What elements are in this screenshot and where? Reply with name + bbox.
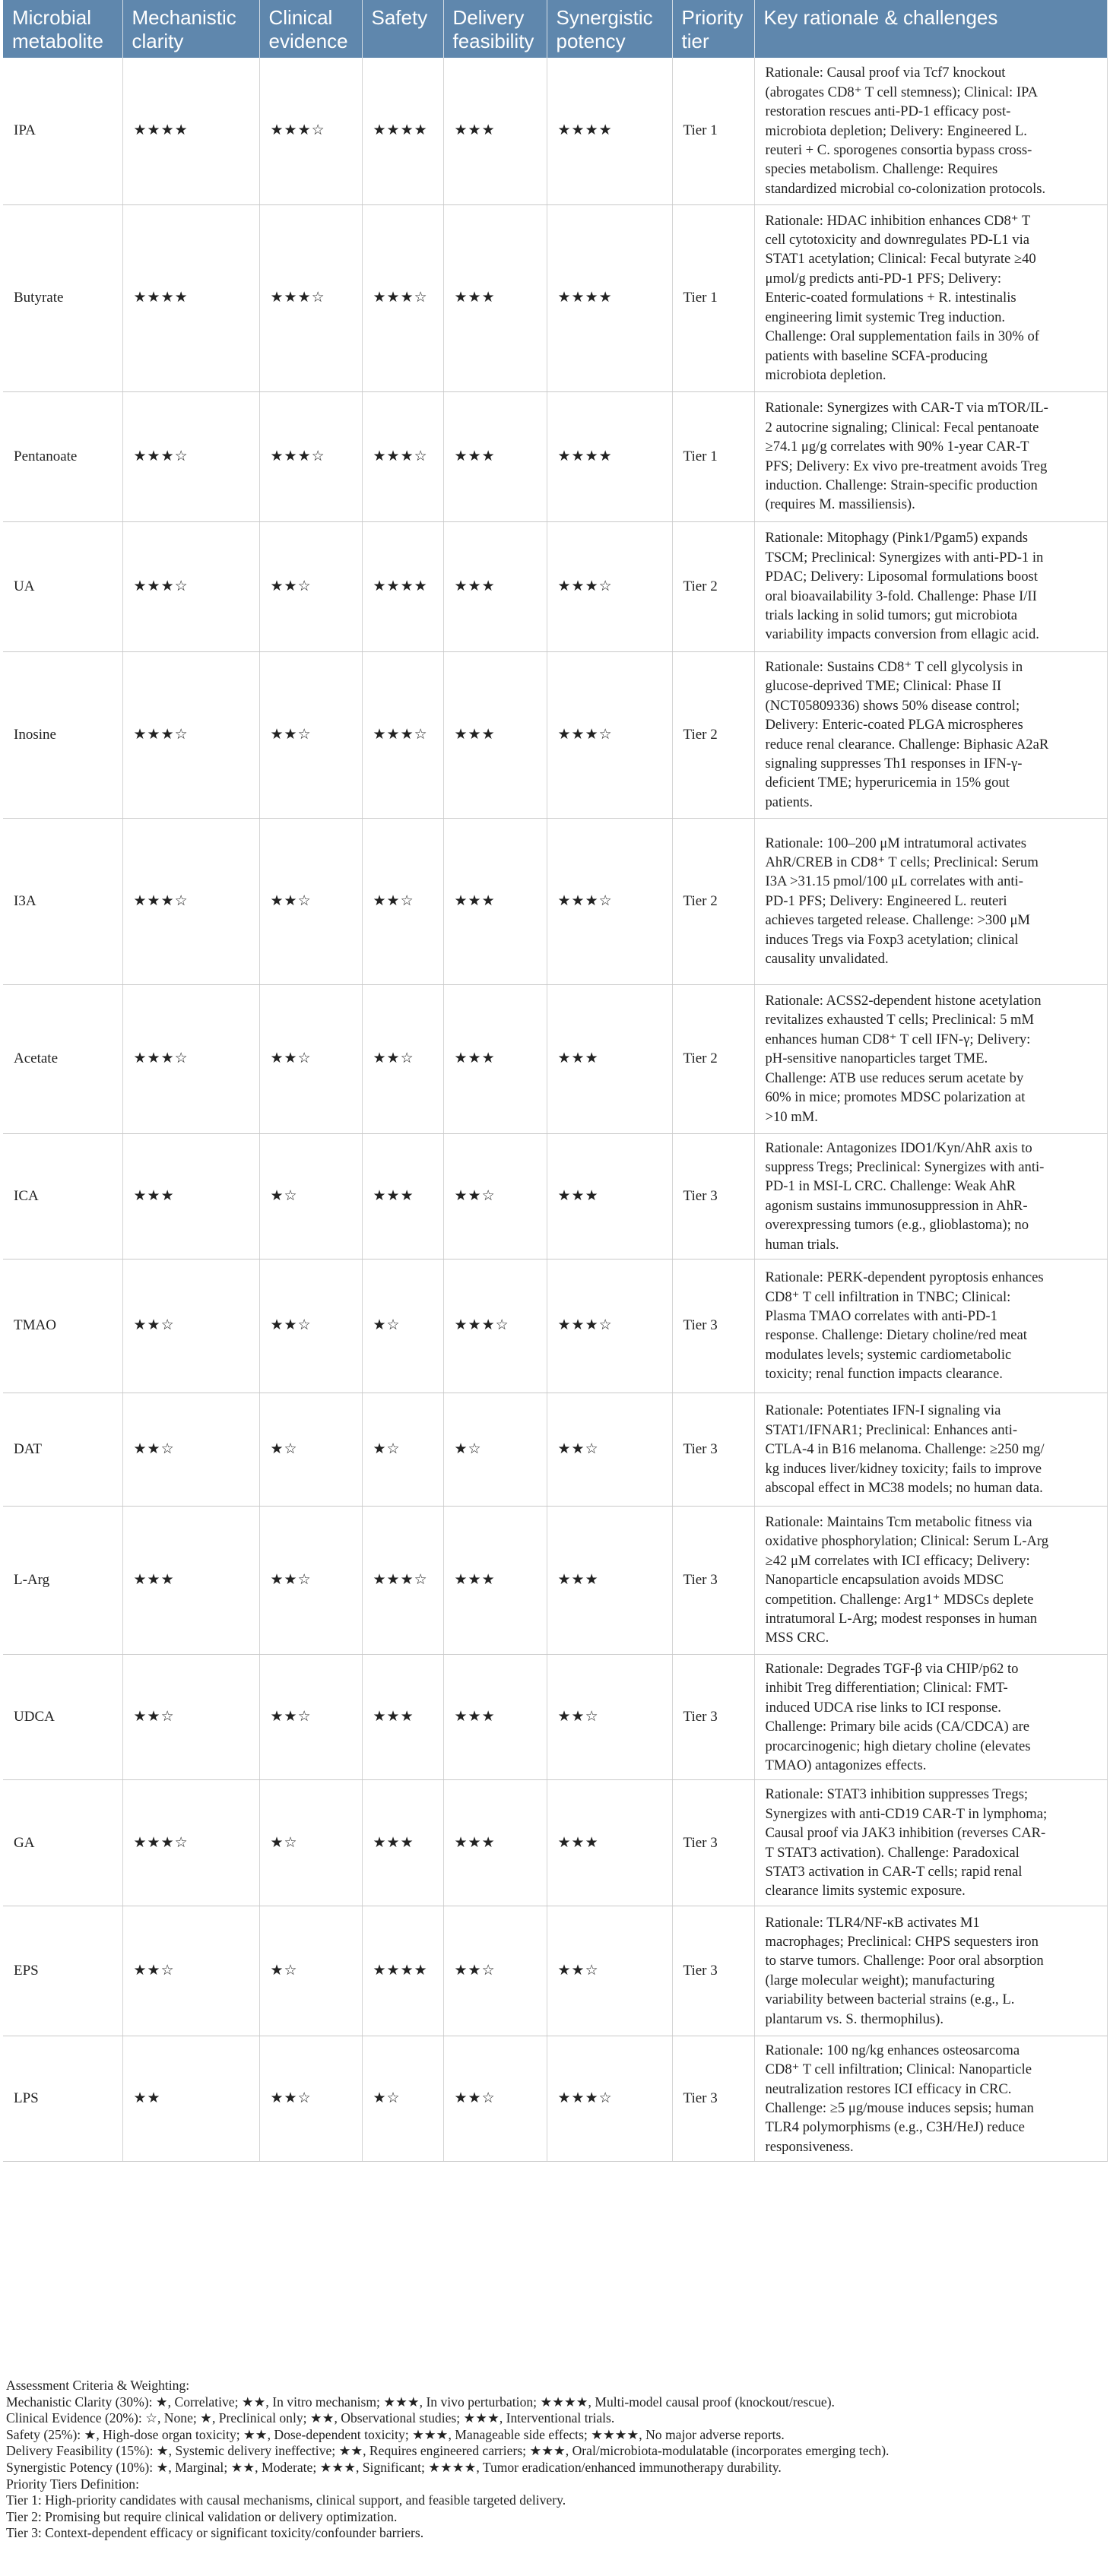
safety-stars: ★☆	[362, 2036, 443, 2161]
header-microbial-metabolite: Microbial metabolite	[3, 0, 122, 58]
rationale-line: human trials.	[765, 1236, 839, 1253]
synergistic-potency-stars: ★★★	[547, 984, 672, 1133]
rationale-line: Rationale: Potentiates IFN-I signaling via	[765, 1402, 1001, 1419]
clinical-evidence-stars: ★★☆	[259, 984, 362, 1133]
rationale-line: CD8⁺ T cell infiltration in TNBC; Clinical:	[765, 1288, 1011, 1305]
rationale-line: variability impacts conversion from ellagic acid.	[765, 626, 1039, 643]
metabolite-table	[3, 0, 1108, 2162]
rationale-line: glucose-deprived TME; Clinical: Phase II	[765, 678, 1002, 695]
footnote-line: Priority Tiers Definition:	[6, 2476, 139, 2492]
priority-tier-cell: Tier 3	[672, 1654, 754, 1779]
rationale-cell	[754, 1393, 1107, 1506]
rationale-line: CTLA-4 in B16 melanoma. Challenge: ≥250 mg/	[765, 1441, 1045, 1458]
rationale-line: induced UDCA rise links to ICI response.	[765, 1699, 1001, 1716]
delivery-feasibility-stars: ★★★	[443, 984, 547, 1133]
rationale-line: oxidative phosphorylation; Clinical: Serum L-Arg	[765, 1533, 1049, 1550]
rationale-line: STAT1/IFNAR1; Preclinical: Enhances anti-	[765, 1421, 1018, 1438]
rationale-line: Synergizes with anti-CD19 CAR-T in lymphoma;	[765, 1805, 1048, 1822]
metabolite-cell: I3A	[3, 818, 122, 984]
rationale-line: Causal proof via JAK3 inhibition (reverses CAR-	[765, 1825, 1046, 1842]
safety-stars: ★★★☆	[362, 391, 443, 521]
rationale-line: T STAT3 activation). Challenge: Paradoxical	[765, 1844, 1020, 1861]
rationale-line: Delivery: Enteric-coated PLGA microspheres	[765, 717, 1023, 734]
rationale-line: intratumoral L-Arg; modest responses in human	[765, 1611, 1038, 1627]
safety-stars: ★★★☆	[362, 204, 443, 391]
rationale-line: procarcinogenic; high dietary choline (elevates	[765, 1738, 1031, 1754]
rationale-line: Rationale: STAT3 inhibition suppresses Tregs;	[765, 1786, 1029, 1803]
rationale-line: CD8⁺ T cell infiltration; Clinical: Nanoparticle	[765, 2061, 1032, 2078]
mechanistic-clarity-stars: ★★★☆	[122, 818, 259, 984]
table-row	[3, 651, 1107, 818]
synergistic-potency-stars: ★★★	[547, 1780, 672, 1906]
rationale-line: signaling suppresses Th1 responses in IFN-γ-	[765, 755, 1023, 772]
safety-stars: ★★★★	[362, 521, 443, 651]
rationale-line: restoration rescues anti-PD-1 efficacy post-	[765, 103, 1011, 120]
metabolite-cell: Butyrate	[3, 204, 122, 391]
footnotes	[6, 2378, 1101, 2542]
safety-stars: ★★★	[362, 1780, 443, 1906]
table-row	[3, 1133, 1107, 1259]
rationale-line: toxicity; renal function impacts clearance.	[765, 1366, 1003, 1383]
table-row	[3, 1259, 1107, 1393]
rationale-line: PFS; Delivery: Ex vivo pre-treatment avoids Treg	[765, 458, 1048, 474]
synergistic-potency-stars: ★★★☆	[547, 2036, 672, 2161]
table-header-row	[3, 0, 1107, 58]
clinical-evidence-stars: ★★★☆	[259, 58, 362, 204]
table-row	[3, 818, 1107, 984]
synergistic-potency-stars: ★★★★	[547, 391, 672, 521]
metabolite-cell: LPS	[3, 2036, 122, 2161]
metabolite-cell: GA	[3, 1780, 122, 1906]
priority-tier-cell: Tier 2	[672, 651, 754, 818]
delivery-feasibility-stars: ★★★	[443, 1780, 547, 1906]
rationale-line: TMAO) antagonizes effects.	[765, 1757, 927, 1773]
safety-stars: ★★★★	[362, 1906, 443, 2036]
rationale-line: abscopal effect in MC38 models; no human data.	[765, 1480, 1043, 1497]
rationale-cell	[754, 1654, 1107, 1779]
delivery-feasibility-stars: ★★☆	[443, 2036, 547, 2161]
rationale-line: inhibit Treg differentiation; Clinical: FMT-	[765, 1680, 1008, 1697]
synergistic-potency-stars: ★★★	[547, 1506, 672, 1654]
metabolite-cell: Inosine	[3, 651, 122, 818]
synergistic-potency-stars: ★★★☆	[547, 651, 672, 818]
rationale-line: Rationale: PERK-dependent pyroptosis enhances	[765, 1269, 1044, 1286]
metabolite-cell: L-Arg	[3, 1506, 122, 1654]
rationale-line: modulates levels; systemic cardiometabolic	[765, 1346, 1012, 1363]
mechanistic-clarity-stars: ★★☆	[122, 1259, 259, 1393]
synergistic-potency-stars: ★★★☆	[547, 818, 672, 984]
table-row	[3, 391, 1107, 521]
rationale-line: (requires M. massiliensis).	[765, 496, 915, 513]
rationale-line: Rationale: Synergizes with CAR-T via mTOR/IL-	[765, 400, 1048, 417]
priority-tier-cell: Tier 3	[672, 1906, 754, 2036]
header-safety: Safety	[362, 0, 443, 58]
synergistic-potency-stars: ★★☆	[547, 1906, 672, 2036]
rationale-line: 60% in mice; promotes MDSC polarization at	[765, 1089, 1026, 1106]
synergistic-potency-stars: ★★★	[547, 1133, 672, 1259]
safety-stars: ★★★☆	[362, 1506, 443, 1654]
delivery-feasibility-stars: ★★★	[443, 651, 547, 818]
rationale-line: overexpressing tumors (e.g., glioblastoma); no	[765, 1217, 1029, 1234]
rationale-cell	[754, 58, 1107, 204]
mechanistic-clarity-stars: ★★★☆	[122, 1780, 259, 1906]
safety-stars: ★★★☆	[362, 651, 443, 818]
clinical-evidence-stars: ★★☆	[259, 2036, 362, 2161]
rationale-line: to starve tumors. Challenge: Poor oral absorption	[765, 1953, 1044, 1969]
rationale-line: Challenge: ATB use reduces serum acetate by	[765, 1069, 1024, 1086]
rationale-line: Challenge: Primary bile acids (CA/CDCA) are	[765, 1719, 1030, 1735]
rationale-line: plantarum vs. S. thermophilus).	[765, 2010, 944, 2027]
header-mechanistic-clarity: Mechanistic clarity	[122, 0, 259, 58]
rationale-line: response. Challenge: Dietary choline/red meat	[765, 1327, 1027, 1344]
rationale-line: pH-sensitive nanoparticles target TME.	[765, 1050, 988, 1067]
clinical-evidence-stars: ★★☆	[259, 818, 362, 984]
rationale-line: enhances human CD8⁺ T cell IFN-γ; Delivery:	[765, 1031, 1031, 1047]
rationale-line: TSCM; Preclinical: Synergizes with anti-PD-1 in	[765, 549, 1044, 566]
rationale-line: PDAC; Delivery: Liposomal formulations boost	[765, 569, 1038, 585]
table-row	[3, 2036, 1107, 2161]
footnote-line: Assessment Criteria & Weighting:	[6, 2378, 190, 2393]
rationale-line: competition. Challenge: Arg1⁺ MDSCs deplete	[765, 1591, 1034, 1608]
safety-stars: ★★★★	[362, 58, 443, 204]
clinical-evidence-stars: ★★☆	[259, 1259, 362, 1393]
table-row	[3, 1654, 1107, 1779]
delivery-feasibility-stars: ★★★	[443, 1654, 547, 1779]
mechanistic-clarity-stars: ★★★☆	[122, 391, 259, 521]
rationale-cell	[754, 651, 1107, 818]
header-delivery-feasibility: Delivery feasibility	[443, 0, 547, 58]
rationale-line: patients.	[765, 794, 813, 810]
rationale-line: AhR/CREB in CD8⁺ T cells; Preclinical: Serum	[765, 854, 1039, 870]
rationale-line: STAT3 activation in CAR-T cells; rapid renal	[765, 1864, 1023, 1880]
delivery-feasibility-stars: ★★★	[443, 818, 547, 984]
rationale-line: PD-1 PFS; Delivery: Engineered L. reuteri	[765, 892, 1007, 909]
rationale-cell	[754, 1259, 1107, 1393]
rationale-line: induces Tregs via Foxp3 acetylation; clinical	[765, 931, 1019, 948]
rationale-line: Rationale: Sustains CD8⁺ T cell glycolysis in	[765, 658, 1023, 675]
clinical-evidence-stars: ★☆	[259, 1393, 362, 1506]
table-row	[3, 1906, 1107, 2036]
priority-tier-cell: Tier 3	[672, 1393, 754, 1506]
mechanistic-clarity-stars: ★★	[122, 2036, 259, 2161]
rationale-line: achieves targeted release. Challenge: >300 μM	[765, 912, 1030, 929]
rationale-line: engineering limit systemic Treg induction.	[765, 309, 1006, 325]
mechanistic-clarity-stars: ★★☆	[122, 1906, 259, 2036]
safety-stars: ★★★	[362, 1133, 443, 1259]
footnote-line: Tier 2: Promising but require clinical validation or delivery optimization.	[6, 2508, 398, 2524]
rationale-line: causality unvalidated.	[765, 951, 889, 968]
rationale-line: Rationale: ACSS2-dependent histone acetylation	[765, 993, 1042, 1009]
mechanistic-clarity-stars: ★★★★	[122, 58, 259, 204]
priority-tier-cell: Tier 3	[672, 1506, 754, 1654]
rationale-line: Rationale: Antagonizes IDO1/Kyn/AhR axis to	[765, 1139, 1032, 1156]
rationale-line: Plasma TMAO correlates with anti-PD-1	[765, 1308, 997, 1325]
rationale-line: 2 autocrine signaling; Clinical: Fecal pentanoate	[765, 419, 1039, 436]
rationale-line: species metabolism. Challenge: Requires	[765, 161, 998, 178]
footnote-line: Tier 1: High-priority candidates with causal mechanisms, clinical support, and feasible targeted delivery.	[6, 2492, 566, 2508]
header-priority-tier: Priority tier	[672, 0, 754, 58]
rationale-line: Rationale: HDAC inhibition enhances CD8⁺ T	[765, 212, 1031, 229]
rationale-line: ≥74.1 μg/g correlates with 90% 1-year CAR-T	[765, 439, 1029, 455]
rationale-line: revitalizes exhausted T cells; Preclinical: 5 mM	[765, 1012, 1035, 1028]
rationale-line: STAT1 acetylation; Clinical: Fecal butyrate ≥40	[765, 251, 1036, 268]
clinical-evidence-stars: ★★★☆	[259, 204, 362, 391]
mechanistic-clarity-stars: ★★★	[122, 1506, 259, 1654]
synergistic-potency-stars: ★★☆	[547, 1654, 672, 1779]
mechanistic-clarity-stars: ★★★★	[122, 204, 259, 391]
rationale-line: Rationale: TLR4/NF-κB activates M1	[765, 1914, 980, 1931]
rationale-line: Nanoparticle encapsulation avoids MDSC	[765, 1572, 1004, 1589]
rationale-line: Challenge: ≥5 μg/mouse induces sepsis; human	[765, 2100, 1034, 2117]
table-row	[3, 58, 1107, 204]
safety-stars: ★★☆	[362, 818, 443, 984]
safety-stars: ★★☆	[362, 984, 443, 1133]
metabolite-cell: UA	[3, 521, 122, 651]
rationale-line: Rationale: Mitophagy (Pink1/Pgam5) expands	[765, 530, 1028, 547]
rationale-line: Rationale: 100 ng/kg enhances osteosarcoma	[765, 2042, 1020, 2058]
priority-tier-cell: Tier 2	[672, 818, 754, 984]
priority-tier-cell: Tier 1	[672, 58, 754, 204]
mechanistic-clarity-stars: ★★★☆	[122, 521, 259, 651]
delivery-feasibility-stars: ★★★	[443, 391, 547, 521]
priority-tier-cell: Tier 2	[672, 984, 754, 1133]
clinical-evidence-stars: ★★★☆	[259, 391, 362, 521]
priority-tier-cell: Tier 3	[672, 1259, 754, 1393]
table-row	[3, 1393, 1107, 1506]
rationale-line: >10 mM.	[765, 1108, 818, 1125]
synergistic-potency-stars: ★★★☆	[547, 521, 672, 651]
table-row	[3, 521, 1107, 651]
table-row	[3, 1506, 1107, 1654]
rationale-line: ≥42 μM correlates with ICI efficacy; Delivery:	[765, 1552, 1030, 1569]
footnote-line: Synergistic Potency (10%): ★, Marginal; ★★, Moderate; ★★★, Significant; ★★★★, Tumor eradication/enhanced immunotherapy durability.	[6, 2459, 782, 2475]
rationale-line: patients with baseline SCFA-producing	[765, 347, 988, 364]
delivery-feasibility-stars: ★☆	[443, 1393, 547, 1506]
metabolite-cell: Pentanoate	[3, 391, 122, 521]
rationale-line: cell cytotoxicity and downregulates PD-L1 via	[765, 232, 1030, 249]
clinical-evidence-stars: ★☆	[259, 1133, 362, 1259]
footnote-line: Tier 3: Context-dependent efficacy or significant toxicity/confounder barriers.	[6, 2525, 424, 2541]
rationale-cell	[754, 1906, 1107, 2036]
rationale-line: reduce renal clearance. Challenge: Biphasic A2aR	[765, 736, 1049, 753]
rationale-line: (large molecular weight); manufacturing	[765, 1972, 995, 1988]
rationale-line: neutralization restores ICI efficacy in CRC.	[765, 2080, 1012, 2097]
header-synergistic-potency: Synergistic potency	[547, 0, 672, 58]
metabolite-cell: ICA	[3, 1133, 122, 1259]
delivery-feasibility-stars: ★★☆	[443, 1906, 547, 2036]
rationale-line: Rationale: Degrades TGF-β via CHIP/p62 to	[765, 1660, 1019, 1677]
clinical-evidence-stars: ★★☆	[259, 651, 362, 818]
footnote-line: Clinical Evidence (20%): ☆, None; ★, Preclinical only; ★★, Observational studies; ★★★, Interventional trials.	[6, 2410, 615, 2426]
mechanistic-clarity-stars: ★★☆	[122, 1654, 259, 1779]
metabolite-cell: EPS	[3, 1906, 122, 2036]
delivery-feasibility-stars: ★★★	[443, 58, 547, 204]
safety-stars: ★☆	[362, 1393, 443, 1506]
clinical-evidence-stars: ★☆	[259, 1780, 362, 1906]
rationale-line: kg induces liver/kidney toxicity; fails to improve	[765, 1460, 1042, 1477]
priority-tier-cell: Tier 3	[672, 1780, 754, 1906]
rationale-line: I3A >31.15 pmol/100 μL correlates with anti-	[765, 873, 1023, 890]
mechanistic-clarity-stars: ★★★	[122, 1133, 259, 1259]
footnote-line: Delivery Feasibility (15%): ★, Systemic delivery ineffective; ★★, Requires engineered carriers; ★★★, Oral/microbiota-modulatable (incorporates emerging tech).	[6, 2443, 890, 2459]
rationale-line: standardized microbial co-colonization protocols.	[765, 180, 1046, 197]
delivery-feasibility-stars: ★★★	[443, 1506, 547, 1654]
rationale-cell	[754, 984, 1107, 1133]
mechanistic-clarity-stars: ★★★☆	[122, 651, 259, 818]
rationale-line: variability between bacterial strains (e.g., L.	[765, 1991, 1015, 2008]
priority-tier-cell: Tier 3	[672, 1133, 754, 1259]
metabolite-cell: TMAO	[3, 1259, 122, 1393]
footnote-line: Mechanistic Clarity (30%): ★, Correlative; ★★, In vitro mechanism; ★★★, In vivo perturbation; ★★★★, Multi-model causal proof (knockout/rescue).	[6, 2394, 835, 2410]
synergistic-potency-stars: ★★★★	[547, 58, 672, 204]
clinical-evidence-stars: ★★☆	[259, 521, 362, 651]
rationale-line: Challenge: Oral supplementation fails in 30% of	[765, 328, 1039, 345]
metabolite-cell: DAT	[3, 1393, 122, 1506]
rationale-cell	[754, 1780, 1107, 1906]
priority-tier-cell: Tier 2	[672, 521, 754, 651]
rationale-cell	[754, 2036, 1107, 2161]
rationale-line: deficient TME; hyperuricemia in 15% gout	[765, 775, 1010, 791]
rationale-line: responsiveness.	[765, 2138, 854, 2155]
rationale-line: Enteric-coated formulations + R. intestinalis	[765, 290, 1016, 306]
header-key-rationale: Key rationale & challenges	[754, 0, 1107, 58]
rationale-cell	[754, 521, 1107, 651]
rationale-cell	[754, 1506, 1107, 1654]
mechanistic-clarity-stars: ★★☆	[122, 1393, 259, 1506]
header-clinical-evidence: Clinical evidence	[259, 0, 362, 58]
rationale-line: suppress Tregs; Preclinical: Synergizes with anti-	[765, 1158, 1045, 1175]
rationale-line: microbiota depletion; Delivery: Engineered L.	[765, 122, 1027, 139]
rationale-line: μmol/g predicts anti-PD-1 PFS; Delivery:	[765, 270, 1002, 287]
rationale-line: Rationale: Causal proof via Tcf7 knockout	[765, 65, 1006, 81]
safety-stars: ★☆	[362, 1259, 443, 1393]
footnote-line: Safety (25%): ★, High-dose organ toxicity; ★★, Dose-dependent toxicity; ★★★, Manageable side effects; ★★★★, No major adverse reports.	[6, 2426, 785, 2442]
metabolite-cell: IPA	[3, 58, 122, 204]
delivery-feasibility-stars: ★★★	[443, 521, 547, 651]
priority-tier-cell: Tier 1	[672, 391, 754, 521]
synergistic-potency-stars: ★★★★	[547, 204, 672, 391]
synergistic-potency-stars: ★★★☆	[547, 1259, 672, 1393]
table-row	[3, 204, 1107, 391]
safety-stars: ★★★	[362, 1654, 443, 1779]
rationale-cell	[754, 818, 1107, 984]
rationale-line: reuteri + C. sporogenes consortia bypass cross-	[765, 141, 1032, 158]
rationale-line: induction. Challenge: Strain-specific production	[765, 477, 1038, 493]
rationale-line: MSS CRC.	[765, 1630, 829, 1646]
table-row	[3, 1780, 1107, 1906]
mechanistic-clarity-stars: ★★★☆	[122, 984, 259, 1133]
metabolite-cell: UDCA	[3, 1654, 122, 1779]
rationale-line: TLR4 polymorphisms (e.g., C3H/HeJ) reduce	[765, 2119, 1025, 2136]
rationale-line: (NCT05809336) shows 50% disease control;	[765, 697, 1020, 714]
rationale-line: PD-1 in MSI-L CRC. Challenge: Weak AhR	[765, 1178, 1016, 1195]
rationale-line: agonism sustains immunosuppression in AhR-	[765, 1197, 1028, 1214]
rationale-cell	[754, 391, 1107, 521]
delivery-feasibility-stars: ★★☆	[443, 1133, 547, 1259]
rationale-line: macrophages; Preclinical: CHPS sequesters iron	[765, 1934, 1039, 1950]
clinical-evidence-stars: ★☆	[259, 1906, 362, 2036]
priority-tier-cell: Tier 1	[672, 204, 754, 391]
clinical-evidence-stars: ★★☆	[259, 1654, 362, 1779]
priority-tier-cell: Tier 3	[672, 2036, 754, 2161]
rationale-line: Rationale: 100–200 μM intratumoral activates	[765, 835, 1027, 851]
synergistic-potency-stars: ★★☆	[547, 1393, 672, 1506]
table-body	[3, 58, 1107, 2162]
rationale-line: microbiota depletion.	[765, 366, 886, 383]
delivery-feasibility-stars: ★★★	[443, 204, 547, 391]
rationale-line: Rationale: Maintains Tcm metabolic fitness via	[765, 1514, 1032, 1531]
metabolite-cell: Acetate	[3, 984, 122, 1133]
rationale-cell	[754, 1133, 1107, 1259]
clinical-evidence-stars: ★★☆	[259, 1506, 362, 1654]
delivery-feasibility-stars: ★★★☆	[443, 1259, 547, 1393]
rationale-line: (abrogates CD8⁺ T cell stemness); Clinical: IPA	[765, 84, 1039, 100]
table-row	[3, 984, 1107, 1133]
rationale-line: clearance limits systemic exposure.	[765, 1883, 966, 1900]
rationale-line: trials lacking in solid tumors; gut microbiota	[765, 607, 1018, 623]
rationale-cell	[754, 204, 1107, 391]
rationale-line: oral bioavailability 3-fold. Challenge: Phase I/II	[765, 588, 1037, 604]
